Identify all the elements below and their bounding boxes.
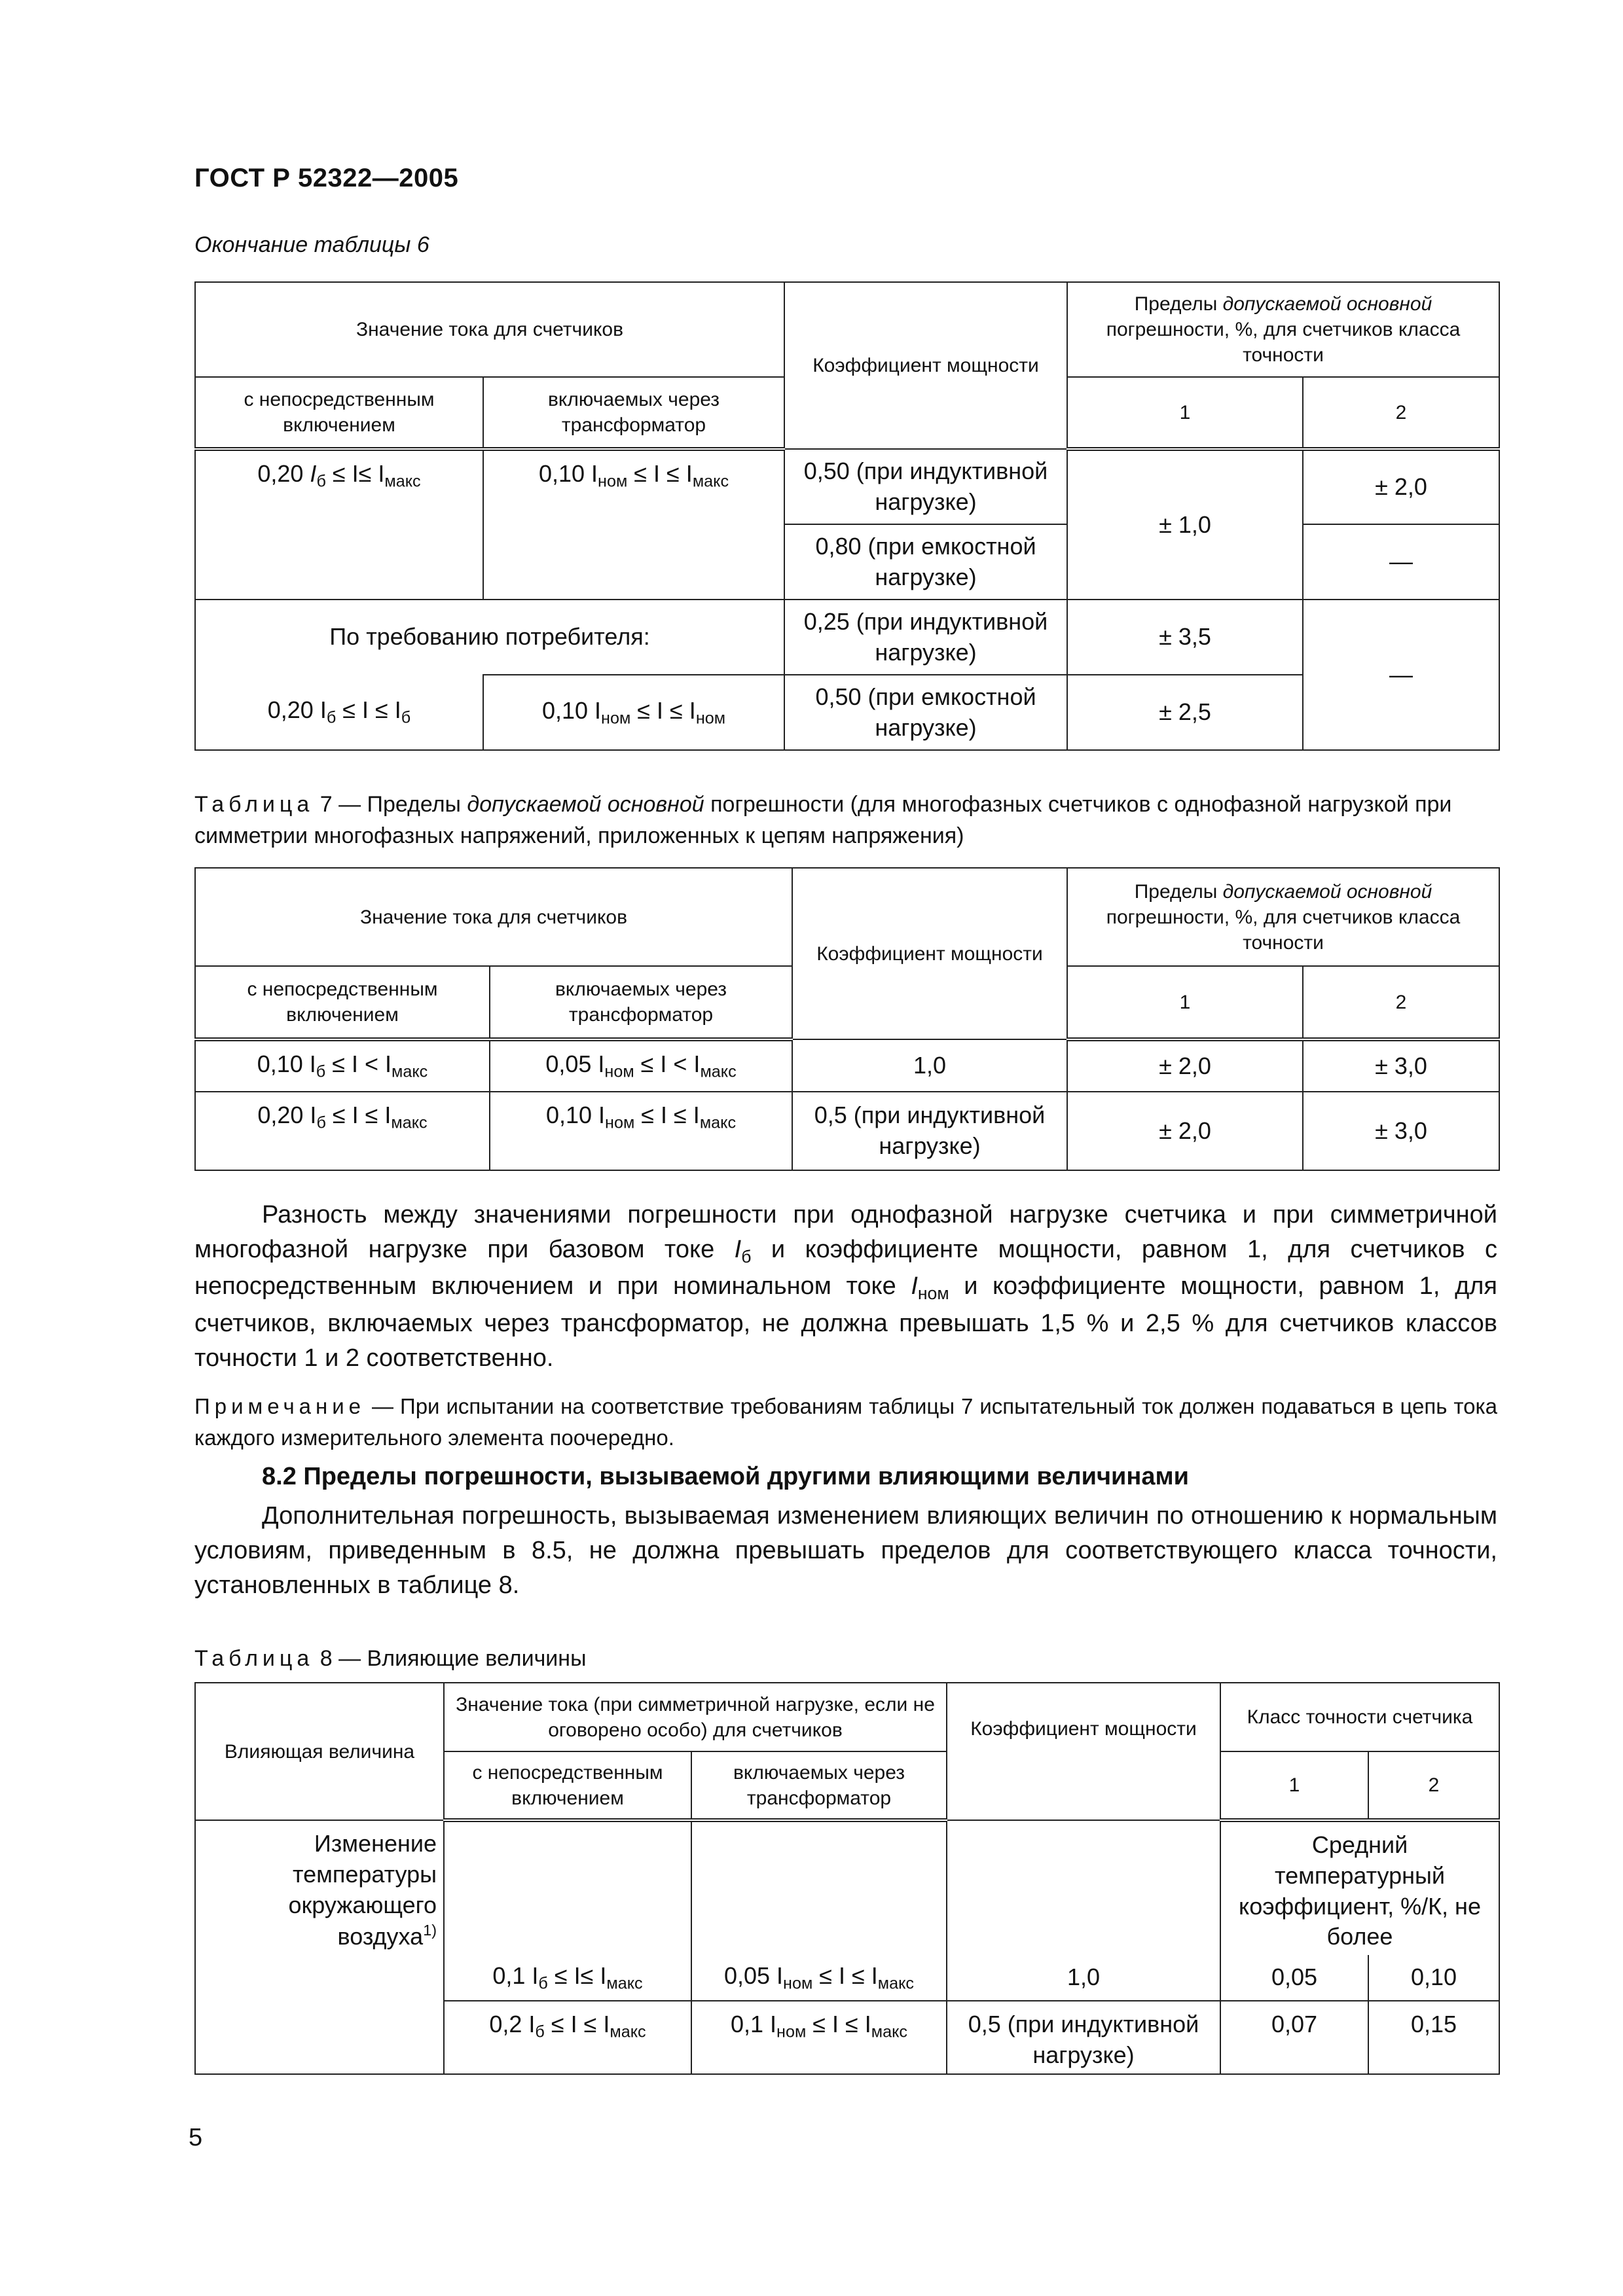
current-value-header: Значение тока для счетчиков [195, 868, 792, 966]
class-1-value: ± 2,0 [1067, 1039, 1303, 1092]
class-2-value: 0,10 [1368, 1955, 1499, 2001]
current-value-header: Значение тока (при симметричной нагрузке, если не оговорено особо) для счетчиков [444, 1683, 947, 1751]
accuracy-class-header: Класс точности счетчика [1220, 1683, 1499, 1751]
class-1-value: ± 3,5 [1067, 600, 1303, 675]
power-factor-cell: 1,0 [947, 1955, 1220, 2001]
temperature-change-cell: Изменение температуры окружающего воздуха$^{1)}$ [195, 1820, 444, 2074]
direct-current-range: 0,2 $I_б \le I \le I_{макс}$ [444, 2001, 691, 2074]
class-1-value: ± 1,0 [1067, 449, 1303, 600]
class-2-value: 0,15 [1368, 2001, 1499, 2074]
transformer-current-range: 0,10 $I_{ном} \le I \le I_{макс}$ [483, 449, 784, 600]
consumer-request-label: По требованию потребителя: [195, 600, 784, 675]
power-factor-header: Коэффициент мощности [947, 1683, 1220, 1820]
class-1-value: 0,05 [1220, 1955, 1368, 2001]
class-2-value: — [1303, 600, 1499, 750]
section-8-2-text: Дополнительная погрешность, вызываемая изменением влияющих величин по отношению к нормальным условиям, приведенным в 8.5, не должна превышать пределов для соответствующего класса точности, установленных в таблице 8. [194, 1502, 1497, 1600]
power-factor-cell: 1,0 [792, 1039, 1067, 1092]
power-factor-header: Коэффициент мощности [784, 282, 1067, 449]
current-value-header: Значение тока для счетчиков [195, 282, 784, 377]
class-1-value: ± 2,5 [1067, 675, 1303, 750]
direct-current-range: 0,1 $I_б \le I\le I_{макс}$ [444, 1955, 691, 2001]
power-factor-cell: 0,5 (при индуктивной нагрузке) [792, 1092, 1067, 1170]
transformer-current-range: 0,10 $I_{ном} \le I \le I_{ном}$ [483, 675, 784, 750]
transformer-current-range: 0,05 $I_{ном} \le I < I_{макс}$ [490, 1039, 792, 1092]
empty-cell [691, 1820, 947, 1955]
direct-current-range: 0,20 $I_б \le I \le I_{макс}$ [195, 1092, 490, 1170]
error-limits-header: Пределы допускаемой основной погрешности, %, для счетчиков класса точности [1067, 868, 1499, 966]
direct-current-range: 0,10 $I_б \le I < I_{макс}$ [195, 1039, 490, 1092]
table-6 [194, 281, 1500, 751]
transformer-current-range: 0,05 $I_{ном} \le I \le I_{макс}$ [691, 1955, 947, 2001]
page-number: 5 [189, 2124, 203, 2151]
table-continuation-label: Окончание таблицы 6 [194, 232, 429, 257]
table-8 [194, 1682, 1500, 2075]
section-8-2-heading: 8.2 Пределы погрешности, вызываемой другими влияющими величинами [262, 1463, 1189, 1490]
class-2-value: ± 3,0 [1303, 1039, 1499, 1092]
temperature-coefficient-label: Средний температурный коэффициент, %/К, не более [1220, 1820, 1499, 1955]
transformer-current-range: 0,1 $I_{ном} \le I \le I_{макс}$ [691, 2001, 947, 2074]
transformer-current-range: 0,10 $I_{ном} \le I \le I_{макс}$ [490, 1092, 792, 1170]
transformer-header: включаемых через трансформатор [483, 377, 784, 449]
table-7 [194, 867, 1500, 1171]
power-factor-cell: 0,50 (при индуктивной нагрузке) [784, 449, 1067, 524]
empty-cell [444, 1820, 691, 1955]
class-2-header: 2 [1368, 1751, 1499, 1820]
table-7-caption: Таблица 7 — Пределы допускаемой основной погрешности (для многофазных счетчиков с однофазной нагрузкой при симметрии многофазных напряжений, приложенных к цепям напряжения) [194, 792, 1452, 849]
direct-header: с непосредственным включением [444, 1751, 691, 1820]
power-factor-header: Коэффициент мощности [792, 868, 1067, 1039]
transformer-header: включаемых через трансформатор [490, 966, 792, 1039]
class-1-header: 1 [1220, 1751, 1368, 1820]
class-2-value: ± 2,0 [1303, 449, 1499, 524]
power-factor-cell: 0,5 (при индуктивной нагрузке) [947, 2001, 1220, 2074]
table-8-caption: Таблица 8 — Влияющие величины [194, 1646, 587, 1671]
power-factor-cell: 0,50 (при емкостной нагрузке) [784, 675, 1067, 750]
class-1-value: 0,07 [1220, 2001, 1368, 2074]
direct-header: с непосредственным включением [195, 966, 490, 1039]
class-2-value: ± 3,0 [1303, 1092, 1499, 1170]
direct-current-range: 0,20 $I_б \le I \le I_б$ [195, 675, 483, 750]
power-factor-cell: 0,80 (при емкостной нагрузке) [784, 524, 1067, 600]
class-2-header: 2 [1303, 966, 1499, 1039]
document-header: ГОСТ Р 52322—2005 [194, 164, 459, 192]
class-1-header: 1 [1067, 966, 1303, 1039]
class-2-header: 2 [1303, 377, 1499, 449]
empty-cell [947, 1820, 1220, 1955]
direct-current-range: 0,20 $I_б \le I\le I_{макс}$ [195, 449, 483, 600]
influence-header: Влияющая величина [195, 1683, 444, 1820]
paragraph-phase-difference: Разность между значениями погрешности при однофазной нагрузке счетчика и при симметричной многофазной нагрузке при базовом токе $I_б$ и коэффициенте мощности, равном 1, для счетчиков с непосредственным включением и при номинальном токе $I_{ном}$ и коэффициенте мощности, равном 1, для счетчиков, включаемых через трансформатор, не должна превышать 1,5 % и 2,5 % для счетчиков классов точности 1 и 2 соответственно. [194, 1201, 1497, 1372]
class-1-header: 1 [1067, 377, 1303, 449]
class-1-value: ± 2,0 [1067, 1092, 1303, 1170]
note-text: Примечание — При испытании на соответствие требованиям таблицы 7 испытательный ток должен подаваться в цепь тока каждого измерительного элемента поочередно. [194, 1394, 1497, 1450]
direct-header: с непосредственным включением [195, 377, 483, 449]
power-factor-cell: 0,25 (при индуктивной нагрузке) [784, 600, 1067, 675]
transformer-header: включаемых через трансформатор [691, 1751, 947, 1820]
error-limits-header: Пределы допускаемой основной погрешности, %, для счетчиков класса точности [1067, 282, 1499, 377]
class-2-value: — [1303, 524, 1499, 600]
